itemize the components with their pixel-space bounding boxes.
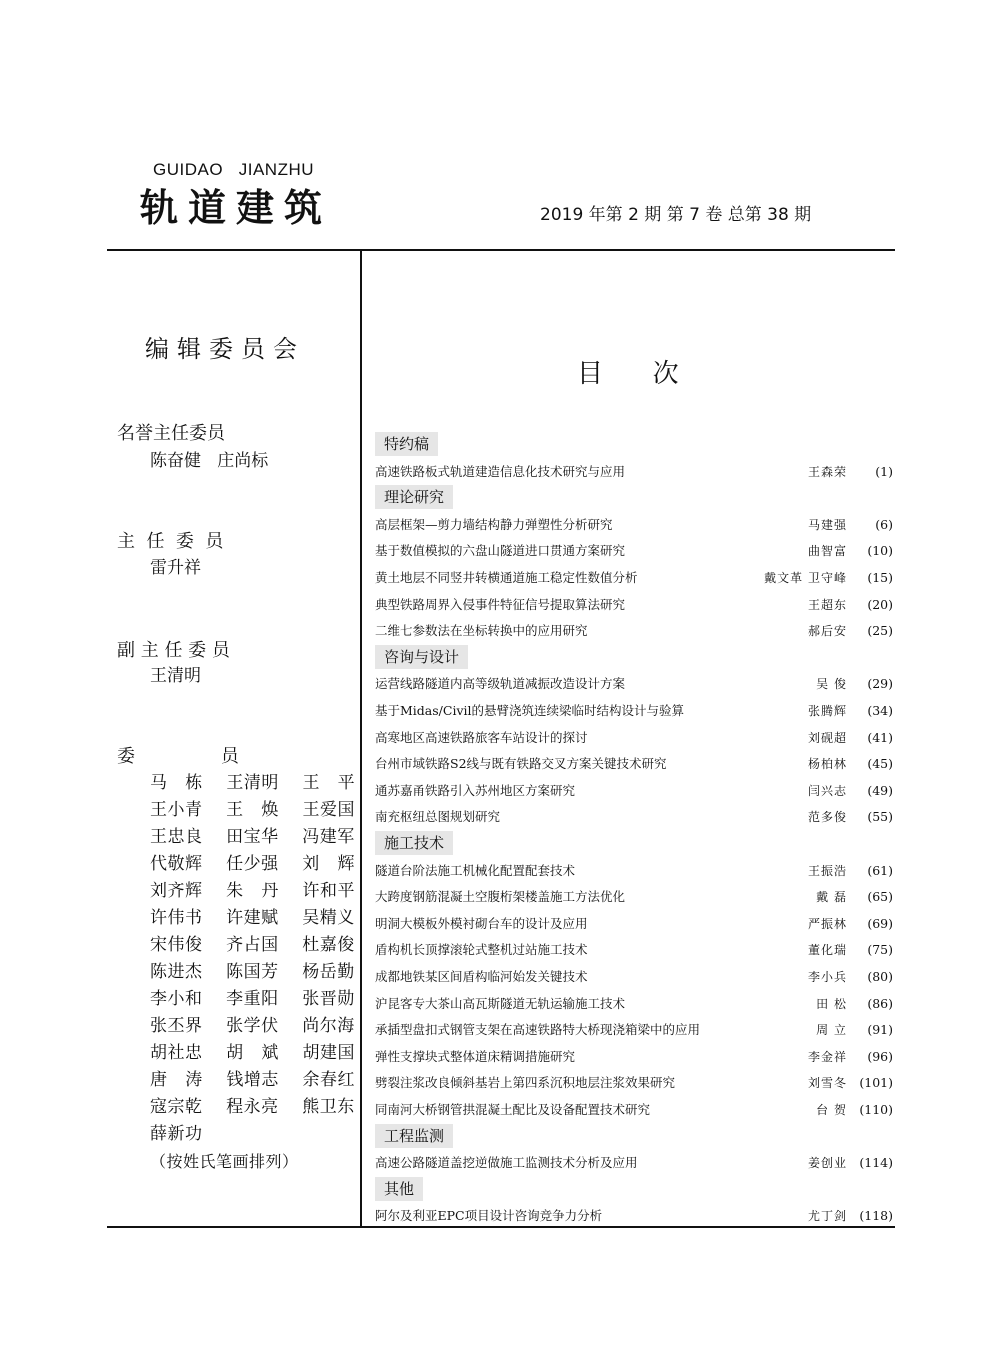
article-page-number: (96) (867, 1048, 893, 1064)
journal-title: 轨道建筑 (140, 186, 333, 230)
article-author: 曲智富 (807, 544, 847, 559)
article-author: 刘雪冬 (807, 1076, 847, 1091)
member-row: 唐 涛 钱增志 余春红 (150, 1070, 355, 1090)
toc-entry (375, 592, 895, 618)
article-title: 劈裂注浆改良倾斜基岩上第四系沉积地层注浆效果研究 (375, 1075, 676, 1091)
section-label: 施工技术 (375, 831, 453, 855)
article-author: 台 贺 (816, 1103, 847, 1117)
toc-entry (375, 698, 895, 724)
toc-entry (375, 671, 895, 697)
article-author: 郝后安 (807, 624, 847, 639)
member-row: 刘齐辉 朱 丹 许和平 (150, 881, 355, 901)
article-title: 弹性支撑块式整体道床精调措施研究 (375, 1048, 576, 1064)
article-page-number: (10) (867, 543, 893, 559)
toc-entry (375, 804, 895, 830)
article-title: 基于Midas/Civil的悬臂浇筑连续梁临时结构设计与验算 (375, 703, 684, 718)
top-rule (107, 249, 895, 251)
chair-label: 主 任 委 员 (117, 531, 224, 552)
section-label: 咨询与设计 (375, 645, 468, 669)
honorary-chair-names: 陈奋健 庄尚标 (150, 451, 269, 471)
members-order-note: （按姓氏笔画排列） (150, 1152, 299, 1171)
section-label: 特约稿 (375, 432, 438, 456)
toc-section (375, 485, 895, 511)
article-page-number: (29) (867, 676, 893, 692)
toc-entry (375, 991, 895, 1017)
article-author: 范多俊 (807, 810, 847, 825)
article-author: 尤丁剑 (807, 1209, 847, 1224)
toc-entry (375, 459, 895, 485)
member-row: 胡社忠 胡 斌 胡建国 (150, 1043, 355, 1063)
member-row: 王忠良 田宝华 冯建军 (150, 827, 355, 847)
article-author: 周 立 (816, 1023, 847, 1038)
article-title: 台州市域铁路S2线与既有铁路交叉方案关键技术研究 (375, 756, 667, 772)
article-title: 二维七参数法在坐标转换中的应用研究 (375, 623, 588, 639)
article-title: 明洞大模板外模衬砌台车的设计及应用 (375, 915, 588, 931)
article-author: 李金祥 (807, 1049, 847, 1064)
toc-entry (375, 937, 895, 963)
article-author: 田 松 (816, 996, 847, 1011)
member-row: 陈进杰 陈国芳 杨岳勤 (150, 962, 355, 982)
toc-heading: 目 次 (577, 359, 679, 389)
toc-entry (375, 1070, 895, 1096)
article-page-number: (6) (875, 516, 893, 532)
toc-entry (375, 778, 895, 804)
section-label: 工程监测 (375, 1124, 453, 1148)
article-page-number: (75) (867, 942, 893, 958)
article-page-number: (25) (867, 623, 893, 639)
toc-entry (375, 858, 895, 884)
article-title: 南充枢纽总图规划研究 (375, 809, 501, 825)
article-author: 马建强 (807, 517, 847, 532)
chair-names: 雷升祥 (150, 558, 201, 578)
member-row: 代敬辉 任少强 刘 辉 (150, 854, 355, 874)
article-title: 高层框架—剪力墙结构静力弹塑性分析研究 (375, 516, 613, 532)
toc-entry (375, 618, 895, 644)
article-page-number: (114) (859, 1155, 893, 1171)
toc-entry (375, 884, 895, 910)
article-title: 典型铁路周界入侵事件特征信号提取算法研究 (375, 596, 626, 612)
section-label: 理论研究 (375, 485, 453, 509)
article-title: 隧道台阶法施工机械化配置配套技术 (375, 862, 576, 878)
article-author: 吴 俊 (816, 677, 847, 692)
member-row: 马 栋 王清明 王 平 (150, 773, 356, 793)
article-page-number: (80) (867, 969, 893, 984)
column-divider (360, 250, 362, 1227)
toc-section (375, 1124, 895, 1150)
article-title: 盾构机长顶撑滚轮式整机过站施工技术 (375, 942, 588, 958)
member-row: 许伟书 许建赋 吴精义 (150, 908, 355, 928)
article-title: 运营线路隧道内高等级轨道减振改造设计方案 (375, 676, 626, 692)
article-page-number: (110) (859, 1102, 893, 1117)
toc-entry (375, 751, 895, 777)
members-label: 委 员 (117, 746, 239, 767)
toc-entry (375, 725, 895, 751)
article-author: 王超东 (807, 597, 847, 612)
article-title: 高速铁路板式轨道建造信息化技术研究与应用 (375, 463, 626, 479)
issue-info: 2019 年第 2 期 第 7 卷 总第 38 期 (540, 205, 812, 225)
article-title: 黄土地层不同竖井转横通道施工稳定性数值分析 (375, 570, 638, 585)
article-author: 闫兴志 (807, 783, 847, 798)
article-title: 通苏嘉甬铁路引入苏州地区方案研究 (375, 782, 576, 798)
section-label: 其他 (375, 1177, 423, 1201)
article-author: 董化瑞 (807, 943, 847, 958)
article-page-number: (20) (867, 596, 893, 612)
toc-entry (375, 1097, 895, 1123)
article-title: 高速公路隧道盖挖逆做施工监测技术分析及应用 (375, 1155, 638, 1171)
toc-entry (375, 1017, 895, 1043)
member-row: 李小和 李重阳 张晋勋 (150, 989, 355, 1009)
member-row: 薛新功 (150, 1124, 203, 1144)
article-page-number: (118) (859, 1208, 893, 1224)
toc-entry (375, 538, 895, 564)
article-page-number: (45) (867, 756, 893, 772)
toc-entry (375, 1044, 895, 1070)
article-author: 张腾辉 (807, 704, 847, 718)
article-page-number: (34) (867, 703, 893, 718)
committee-title: 编辑委员会 (145, 335, 305, 363)
article-title: 阿尔及利亚EPC项目设计咨询竞争力分析 (375, 1208, 603, 1224)
article-title: 同南河大桥钢管拱混凝土配比及设备配置技术研究 (375, 1102, 651, 1117)
toc-entry (375, 1150, 895, 1176)
members-list (150, 770, 356, 1175)
article-title: 大跨度钢筋混凝土空腹桁架楼盖施工方法优化 (375, 889, 626, 905)
article-title: 沪昆客专大茶山高瓦斯隧道无轨运输施工技术 (375, 995, 626, 1011)
article-page-number: (15) (867, 570, 893, 585)
article-author: 严振林 (807, 916, 847, 931)
toc-section (375, 645, 895, 671)
article-page-number: (101) (859, 1075, 893, 1091)
vice-chair-label: 副 主 任 委 员 (117, 640, 230, 661)
toc-section (375, 432, 895, 458)
member-row: 张丕界 张学伏 尚尔海 (150, 1016, 355, 1036)
article-page-number: (1) (875, 463, 893, 479)
article-title: 成都地铁某区间盾构临河始发关键技术 (375, 969, 588, 984)
article-title: 高寒地区高速铁路旅客车站设计的探讨 (375, 729, 588, 745)
toc-entry (375, 911, 895, 937)
article-author: 王振浩 (807, 863, 847, 878)
article-page-number: (69) (867, 915, 893, 931)
article-page-number: (91) (867, 1022, 893, 1038)
toc-section (375, 831, 895, 857)
article-title: 基于数值模拟的六盘山隧道进口贯通方案研究 (375, 543, 626, 559)
article-author: 戴 磊 (816, 890, 847, 905)
vice-chair-names: 王清明 (150, 666, 201, 686)
article-title: 承插型盘扣式钢管支架在高速铁路特大桥现浇箱梁中的应用 (375, 1022, 701, 1038)
toc-entry (375, 964, 895, 990)
toc-section (375, 1177, 895, 1203)
member-row: 寇宗乾 程永亮 熊卫东 (150, 1097, 355, 1117)
article-page-number: (55) (867, 809, 893, 825)
article-author: 姜创业 (807, 1156, 847, 1171)
journal-pinyin-name: GUIDAO JIANZHU (153, 160, 315, 179)
article-page-number: (65) (867, 889, 893, 905)
member-row: 王小青 王 焕 王爱国 (150, 800, 355, 820)
article-page-number: (49) (867, 782, 893, 798)
article-author: 杨柏林 (807, 757, 847, 772)
toc-entry (375, 565, 895, 591)
article-page-number: (61) (867, 862, 893, 878)
article-author: 刘砚超 (807, 730, 847, 745)
article-page-number: (86) (867, 995, 893, 1011)
article-author: 戴文革 卫守峰 (764, 571, 847, 585)
article-page-number: (41) (867, 729, 893, 745)
article-author: 王森荣 (807, 464, 847, 479)
toc-entry (375, 1203, 895, 1229)
article-author: 李小兵 (807, 970, 847, 984)
honorary-chair-label: 名誉主任委员 (117, 423, 225, 444)
member-row: 宋伟俊 齐占国 杜嘉俊 (150, 935, 355, 955)
toc-entry (375, 512, 895, 538)
